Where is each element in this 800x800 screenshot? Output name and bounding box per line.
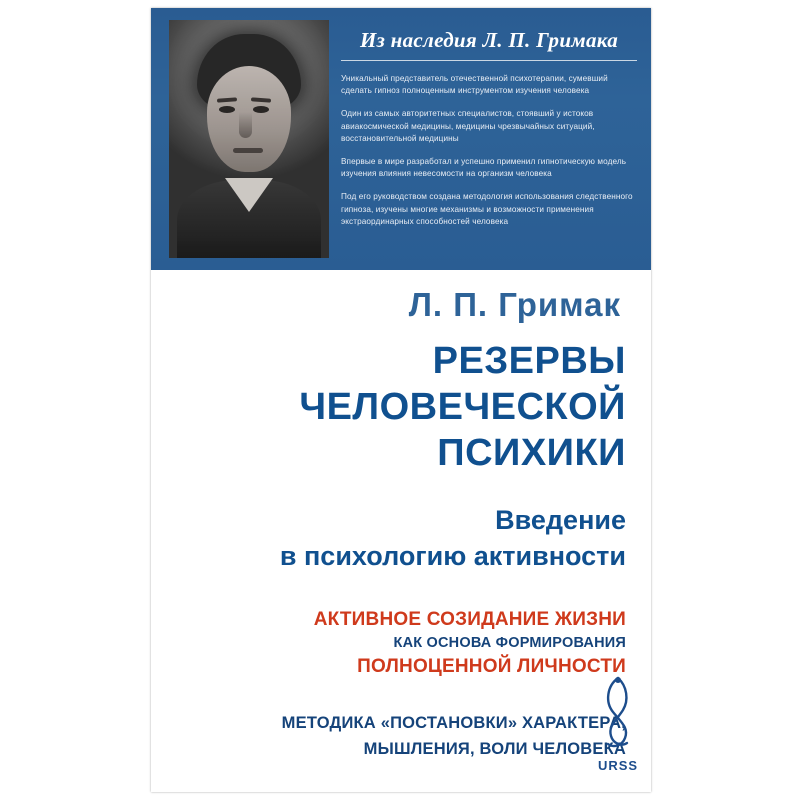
book-subtitle-line: Введение bbox=[495, 505, 626, 535]
portrait-eye-right bbox=[253, 106, 269, 113]
blurb-item: Впервые в мире разработал и успешно применил гипнотическую модель изучения влияния невесомости на организм человека bbox=[341, 157, 627, 179]
portrait-eye-left bbox=[219, 106, 235, 113]
portrait-nose bbox=[239, 112, 252, 138]
book-title bbox=[171, 338, 626, 476]
publisher-name: URSS bbox=[597, 758, 639, 773]
cover-header-band bbox=[151, 8, 651, 270]
highlight-line-3: ПОЛНОЦЕННОЙ ЛИЧНОСТИ bbox=[357, 656, 626, 677]
cover-body bbox=[151, 270, 651, 792]
blurb-list bbox=[341, 73, 641, 239]
highlight-line-1: АКТИВНОЕ СОЗИДАНИЕ ЖИЗНИ bbox=[313, 609, 626, 630]
portrait-photo bbox=[169, 20, 329, 258]
series-divider bbox=[341, 60, 637, 61]
portrait-mouth bbox=[233, 148, 263, 153]
book-title-line: ПСИХИКИ bbox=[437, 432, 626, 474]
method-block bbox=[171, 710, 626, 762]
blurb-item: Под его руководством создана методология использования следственного гипноза, изучены многие механизмы и возможности применения экстраординарных способностей человека bbox=[341, 192, 633, 226]
author-name: Л. П. Гримак bbox=[408, 286, 621, 323]
highlight-line-2: КАК ОСНОВА ФОРМИРОВАНИЯ bbox=[393, 635, 626, 651]
series-title: Из наследия Л. П. Гримака bbox=[359, 28, 619, 52]
book-title-line: ЧЕЛОВЕЧЕСКОЙ bbox=[299, 386, 626, 428]
blurb-item: Уникальный представитель отечественной психотерапии, сумевший сделать гипноз полноценным инструментом изучения человека bbox=[341, 74, 608, 96]
method-line-2: МЫШЛЕНИЯ, ВОЛИ ЧЕЛОВЕКА bbox=[363, 740, 626, 758]
method-line-1: МЕТОДИКА «ПОСТАНОВКИ» ХАРАКТЕРА, bbox=[281, 714, 626, 732]
urss-swirl-icon bbox=[601, 676, 635, 750]
book-subtitle bbox=[171, 502, 626, 574]
book-cover bbox=[151, 8, 651, 792]
author-portrait bbox=[169, 20, 329, 258]
publisher-logo bbox=[595, 676, 641, 788]
highlight-block bbox=[171, 608, 626, 679]
book-title-line: РЕЗЕРВЫ bbox=[432, 340, 626, 382]
blurb-item: Один из самых авторитетных специалистов, стоявший у истоков авиакосмической медицины, медицины чрезвычайных ситуаций, восстановительной медицины bbox=[341, 109, 595, 143]
book-subtitle-line: в психологию активности bbox=[279, 541, 626, 571]
